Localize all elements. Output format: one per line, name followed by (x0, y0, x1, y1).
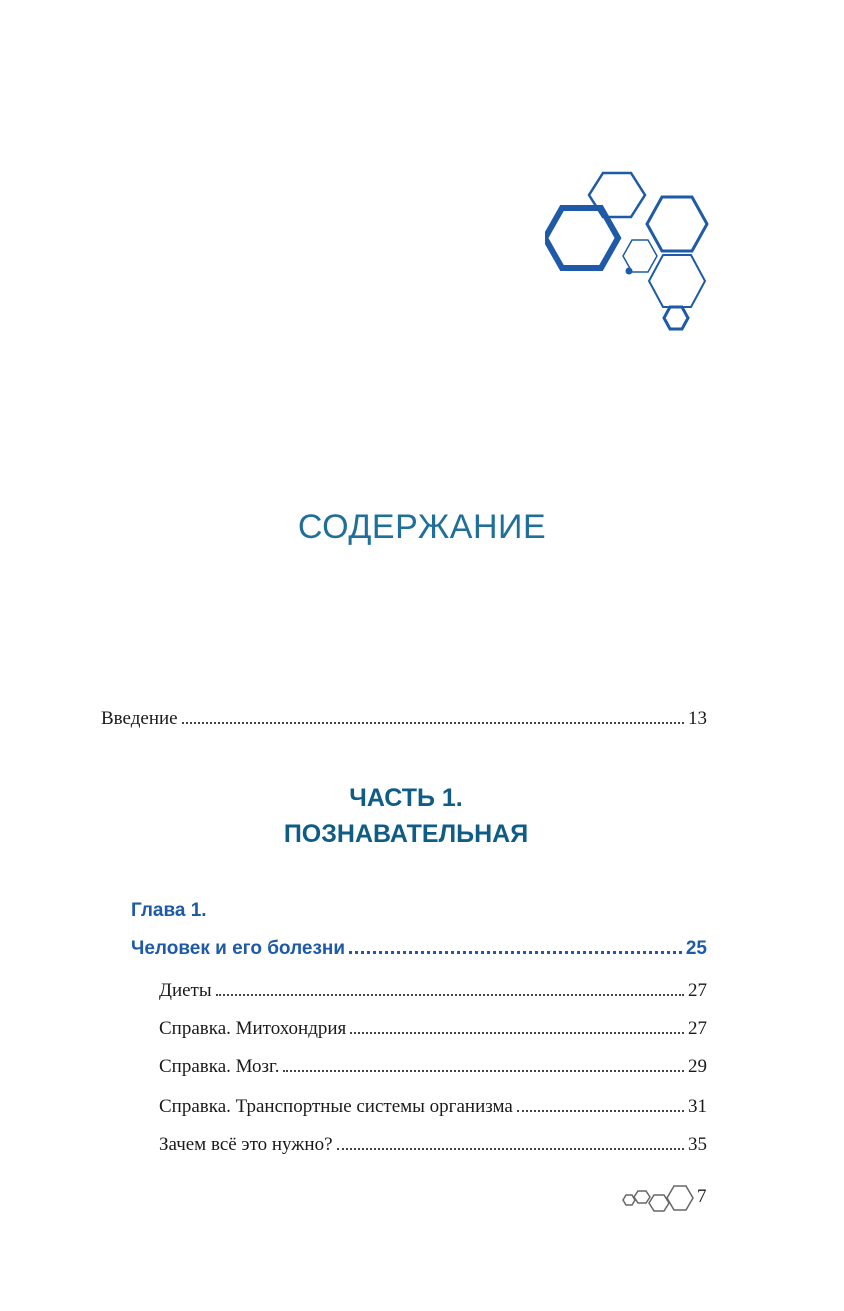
chapter-page: 25 (685, 938, 707, 959)
dot-icon (626, 268, 633, 275)
page-title: СОДЕРЖАНИЕ (297, 508, 547, 546)
toc-entry[interactable] (159, 1096, 707, 1118)
toc-chapter-entry[interactable] (131, 938, 707, 960)
leader-dots (349, 951, 682, 954)
toc-entry-label: Введение (101, 708, 178, 729)
toc-entry-intro[interactable] (101, 708, 707, 730)
hexagon-icon (545, 208, 618, 268)
toc-entry[interactable] (159, 980, 707, 1002)
leader-dots (182, 722, 684, 724)
hexagon-cluster-decoration (545, 160, 715, 335)
chapter-title: Человек и его болезни (131, 938, 346, 959)
toc-entry-page: 27 (688, 1018, 707, 1039)
toc-entry-label: Справка. Митохондрия (159, 1018, 347, 1039)
toc-entry-page: 27 (688, 980, 707, 1001)
page-number: 7 (697, 1186, 707, 1207)
toc-entry-page: 31 (688, 1096, 707, 1117)
toc-entry-label: Диеты (159, 980, 212, 1001)
toc-entry-page: 13 (688, 708, 707, 729)
leader-dots (350, 1032, 684, 1034)
hexagon-icon (649, 1195, 669, 1211)
hexagon-icon (623, 1195, 635, 1205)
part-heading-line1: ЧАСТЬ 1. (349, 784, 463, 812)
chapter-number: Глава 1. (131, 900, 207, 921)
hexagon-icon (649, 255, 705, 307)
toc-entry-page: 35 (688, 1134, 707, 1155)
toc-entry-label: Справка. Транспортные системы организма (159, 1096, 513, 1117)
leader-dots (517, 1110, 684, 1112)
toc-entry-label: Зачем всё это нужно? (159, 1134, 333, 1155)
hexagon-icon (634, 1191, 650, 1203)
leader-dots (216, 994, 684, 996)
toc-entry[interactable] (159, 1018, 707, 1040)
toc-entry-page: 29 (688, 1056, 707, 1077)
leader-dots (337, 1148, 684, 1150)
toc-entry[interactable] (159, 1056, 707, 1078)
hexagon-icon (664, 307, 688, 329)
part-heading-line2: ПОЗНАВАТЕЛЬНАЯ (283, 820, 529, 848)
hexagon-icon (667, 1186, 693, 1210)
toc-entry-label: Справка. Мозг. (159, 1056, 280, 1077)
toc-entry[interactable] (159, 1134, 707, 1156)
hexagon-icon (647, 197, 707, 251)
leader-dots (283, 1070, 684, 1072)
hexagon-icon (623, 240, 657, 272)
